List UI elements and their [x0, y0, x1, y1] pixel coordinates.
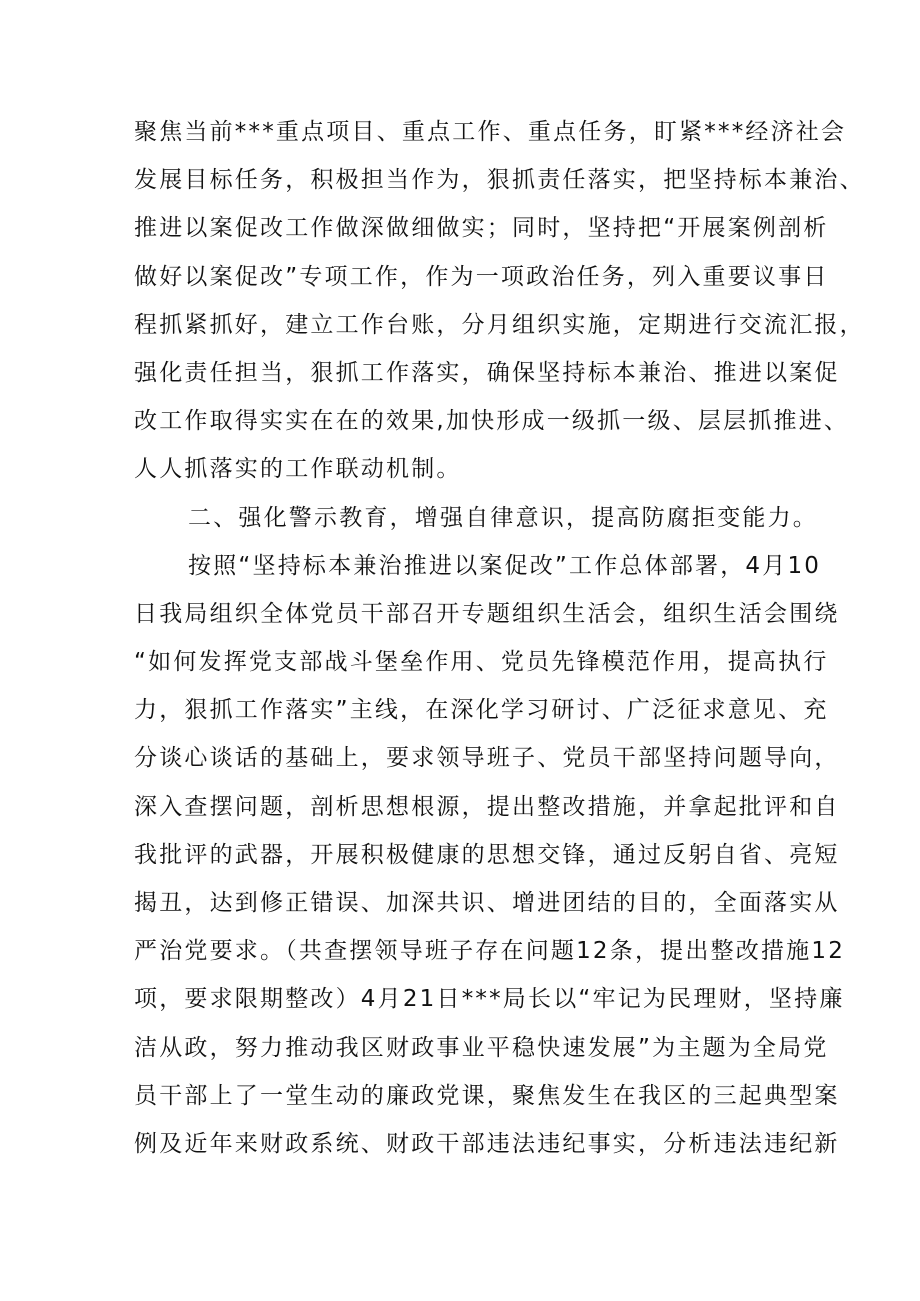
text-line: 分谈心谈话的基础上，要求领导班子、党员干部坚持问题导向，	[134, 745, 840, 772]
text-line: 强化责任担当，狠抓工作落实，确保坚持标本兼治、推进以案促	[134, 359, 840, 386]
text-line: 程抓紧抓好，建立工作台账，分月组织实施，定期进行交流汇报，	[134, 311, 865, 338]
text-line: 洁从政，努力推动我区财政事业平稳快速发展”为主题为全局党	[134, 1034, 829, 1061]
text-line: 发展目标任务，积极担当作为，狠抓责任落实，把坚持标本兼治、	[134, 167, 865, 194]
text-line: 推进以案促改工作做深做细做实；同时，坚持把“开展案例剖析	[134, 215, 829, 242]
paragraph-start-line: 按照“坚持标本兼治推进以案促改”工作总体部署，4月10	[188, 552, 822, 579]
section-heading: 二、强化警示教育，增强自律意识，提高防腐拒变能力。	[188, 504, 818, 531]
text-line: 改工作取得实实在在的效果,加快形成一级抓一级、层层抓推进、	[134, 408, 850, 435]
text-line: 揭丑，达到修正错误、加深共识、增进团结的目的，全面落实从	[134, 890, 840, 916]
text-line: “如何发挥党支部战斗堡垒作用、党员先锋模范作用，提高执行	[134, 649, 829, 676]
text-line: 人人抓落实的工作联动机制。	[134, 456, 462, 483]
text-line: 做好以案促改”专项工作，作为一项政治任务，列入重要议事日	[134, 263, 829, 290]
text-line: 聚焦当前***重点项目、重点工作、重点任务，盯紧***经济社会	[134, 119, 847, 145]
text-line: 深入查摆问题，剖析思想根源，提出整改措施，并拿起批评和自	[134, 793, 840, 820]
text-line: 力，狠抓工作落实”主线，在深化学习研讨、广泛征求意见、充	[134, 697, 829, 724]
text-line: 严治党要求。（共查摆领导班子存在问题12条，提出整改措施12	[134, 938, 846, 965]
text-line: 例及近年来财政系统、财政干部违法违纪事实，分析违法违纪新	[134, 1130, 840, 1157]
text-line: 我批评的武器，开展积极健康的思想交锋，通过反躬自省、亮短	[134, 841, 840, 868]
text-line: 项，要求限期整改）4月21日***局长以“牢记为民理财，坚持廉	[134, 986, 845, 1013]
text-line: 员干部上了一堂生动的廉政党课，聚焦发生在我区的三起典型案	[134, 1082, 840, 1109]
text-line: 日我局组织全体党员干部召开专题组织生活会，组织生活会围绕	[134, 600, 840, 627]
document-body	[134, 108, 865, 1168]
